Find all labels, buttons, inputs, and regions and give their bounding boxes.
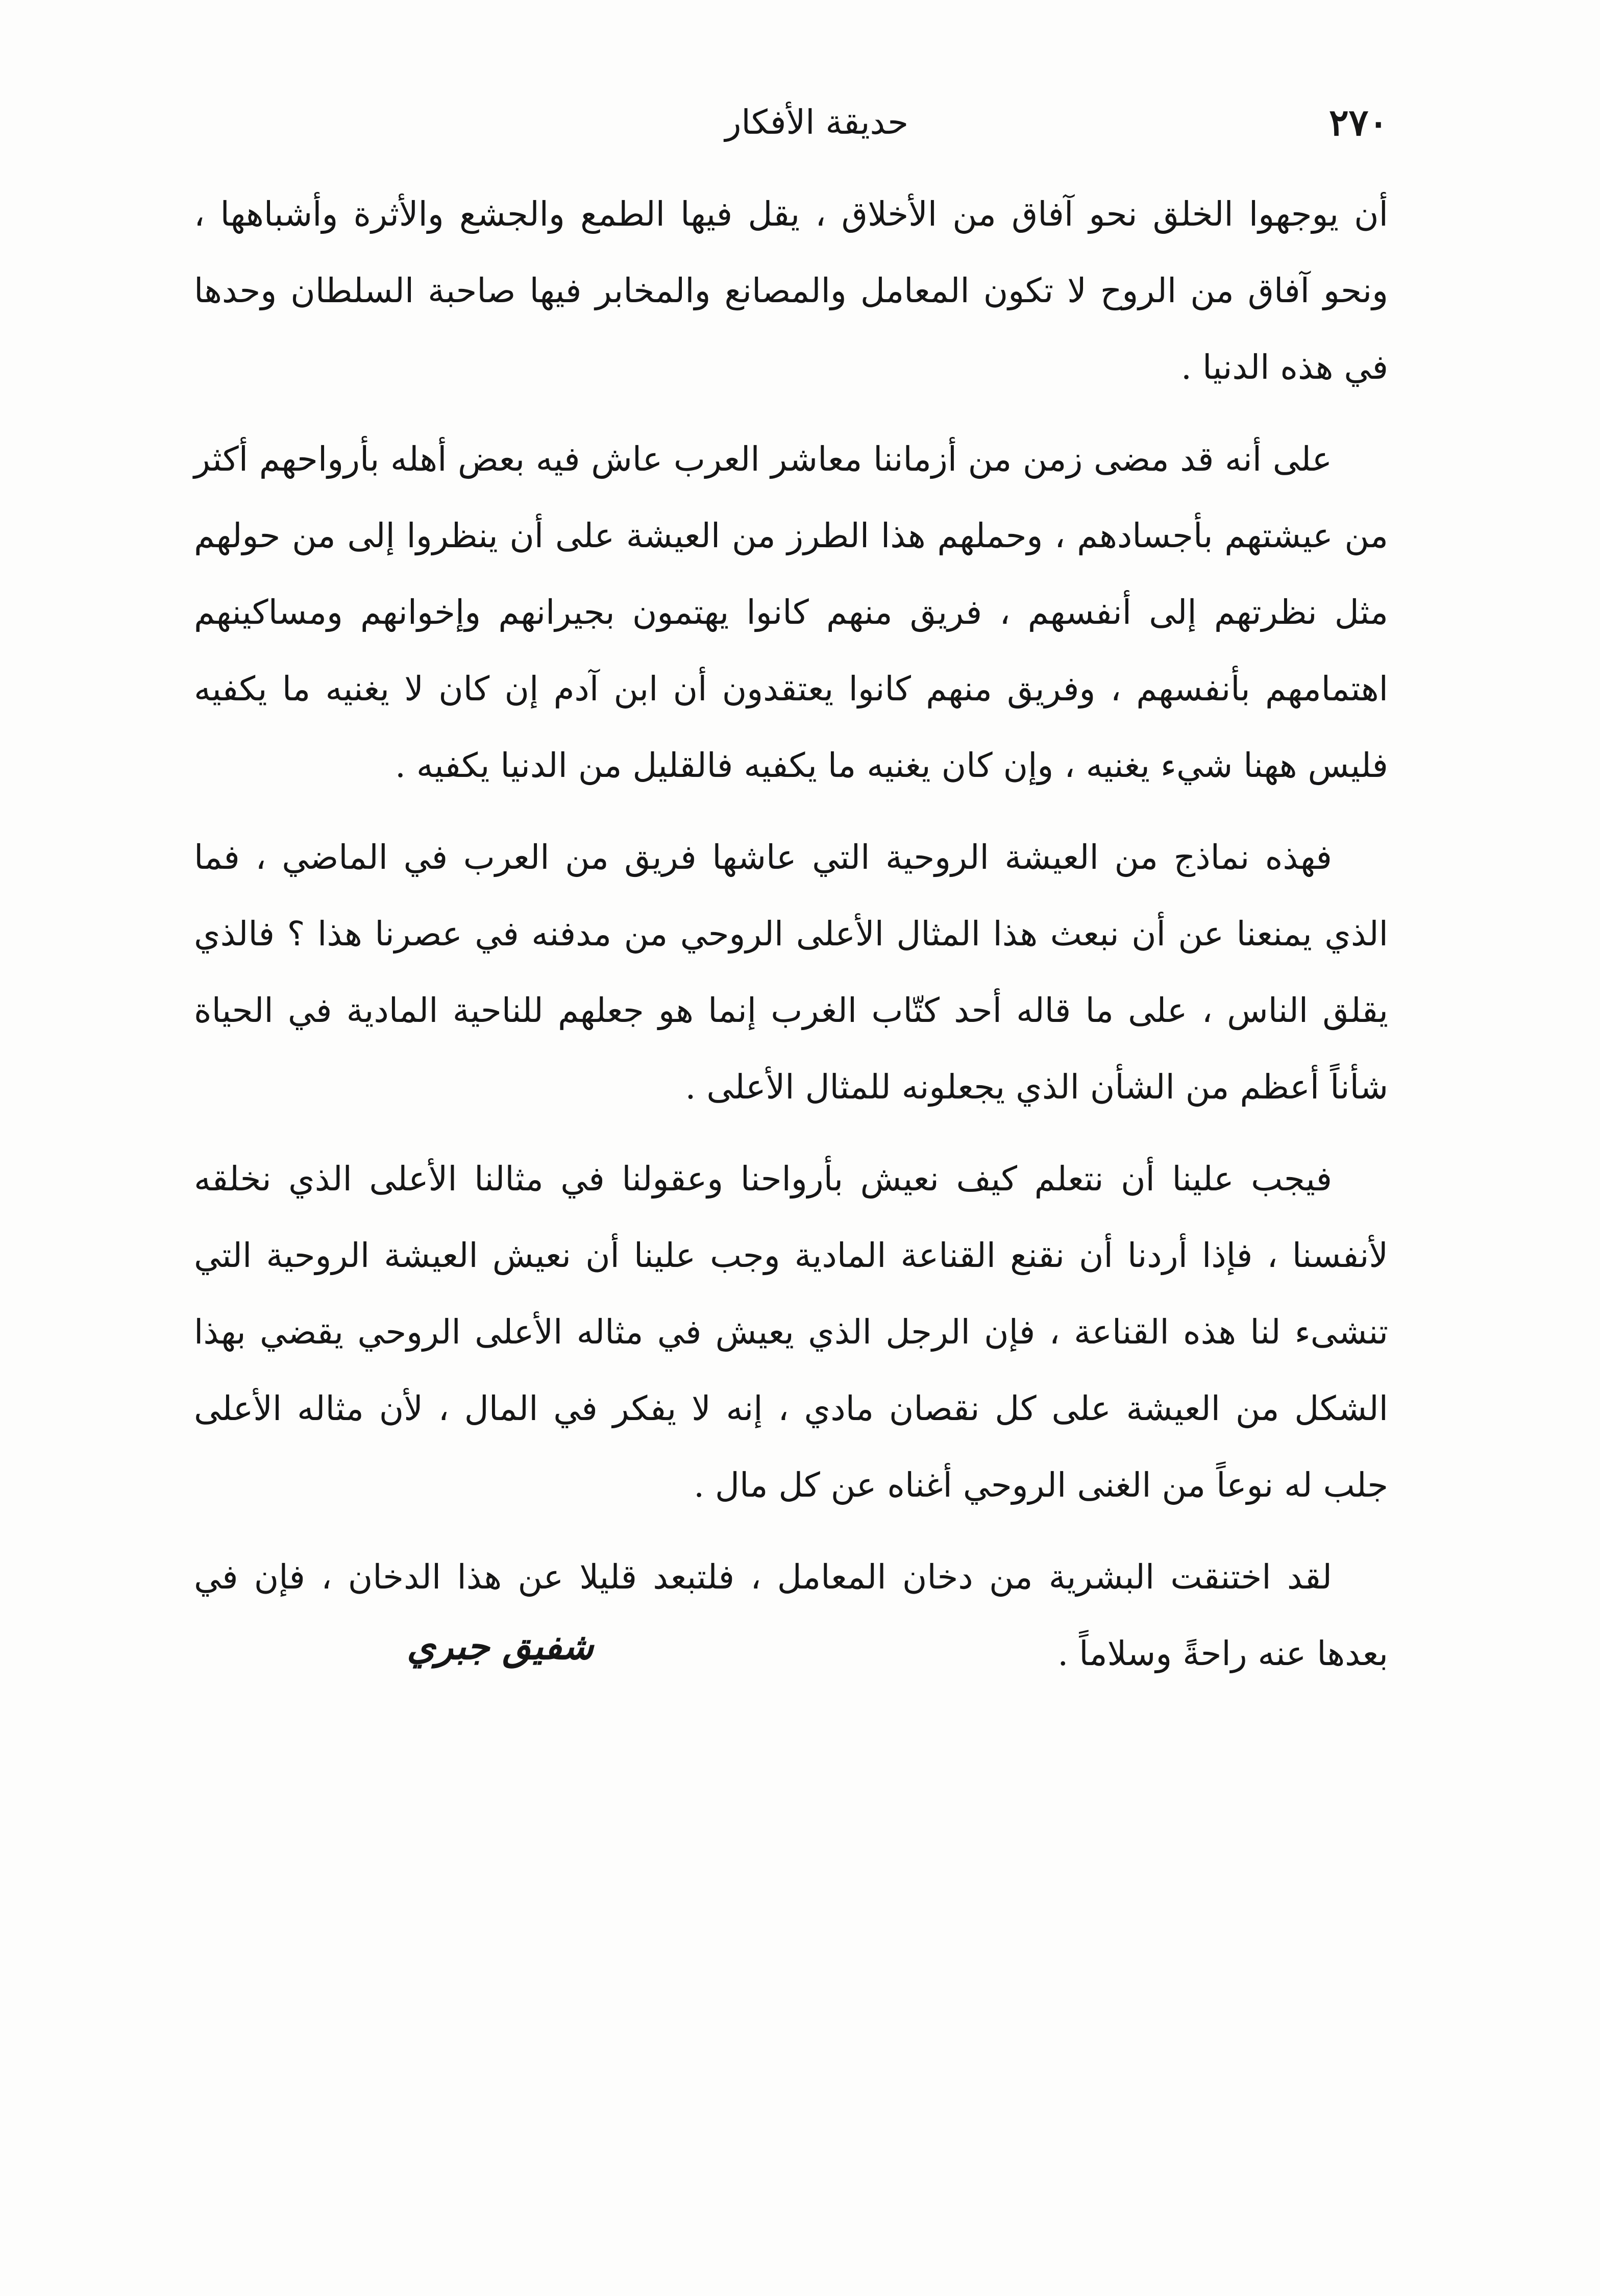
paragraph: فيجب علينا أن نتعلم كيف نعيش بأرواحنا وعقولنا في مثالنا الأعلى الذي نخلقه لأنفسنا ، فإذا أردنا أن نقنع القناعة المادية وجب علينا أن نعيش العيشة الروحية التي تنشىء لنا هذه القناعة ، فإن الرجل الذي يعيش في مثاله الأعلى الروحي يقضي بهذا الشكل من العيشة على كل نقصان مادي ، إنه لا يفكر في المال ، لأن مثاله الأعلى جلب له نوعاً من الغنى الروحي أغناه عن كل مال . <box>194 1159 1388 1505</box>
page-header <box>194 94 1388 151</box>
author-signature: شفيق جبري <box>407 1624 594 1668</box>
paragraph: أن يوجهوا الخلق نحو آفاق من الأخلاق ، يقل فيها الطمع والجشع والأثرة وأشباهها ، ونحو آفاق من الروح لا تكون المعامل والمصانع والمخابر فيها صاحبة السلطان وحدها في هذه الدنيا . <box>194 194 1388 387</box>
body-text <box>194 176 1388 1707</box>
page-number: ٢٧٠ <box>1328 101 1388 144</box>
paragraph: لقد اختنقت البشرية من دخان المعامل ، فلتبعد قليلا عن هذا الدخان ، فإن في بعدها عنه راحةً وسلاماً . <box>194 1557 1388 1673</box>
paragraph: فهذه نماذج من العيشة الروحية التي عاشها فريق من العرب في الماضي ، فما الذي يمنعنا عن أن نبعث هذا المثال الأعلى الروحي من مدفنه في عصرنا هذا ؟ فالذي يقلق الناس ، على ما قاله أحد كتّاب الغرب إنما هو جعلهم للناحية المادية في الحياة شأناً أعظم من الشأن الذي يجعلونه للمثال الأعلى . <box>194 838 1388 1107</box>
running-title: حديقة الأفكار <box>725 103 908 142</box>
paragraph: على أنه قد مضى زمن من أزماننا معاشر العرب عاش فيه بعض أهله بأرواحهم أكثر من عيشتهم بأجسادهم ، وحملهم هذا الطرز من العيشة على أن ينظروا إلى من حولهم مثل نظرتهم إلى أنفسهم ، فريق منهم كانوا يهتمون بجيرانهم وإخوانهم ومساكينهم اهتمامهم بأنفسهم ، وفريق منهم كانوا يعتقدون أن ابن آدم إن كان لا يغنيه ما يكفيه فليس ههنا شيء يغنيه ، وإن كان يغنيه ما يكفيه فالقليل من الدنيا يكفيه . <box>194 439 1388 785</box>
